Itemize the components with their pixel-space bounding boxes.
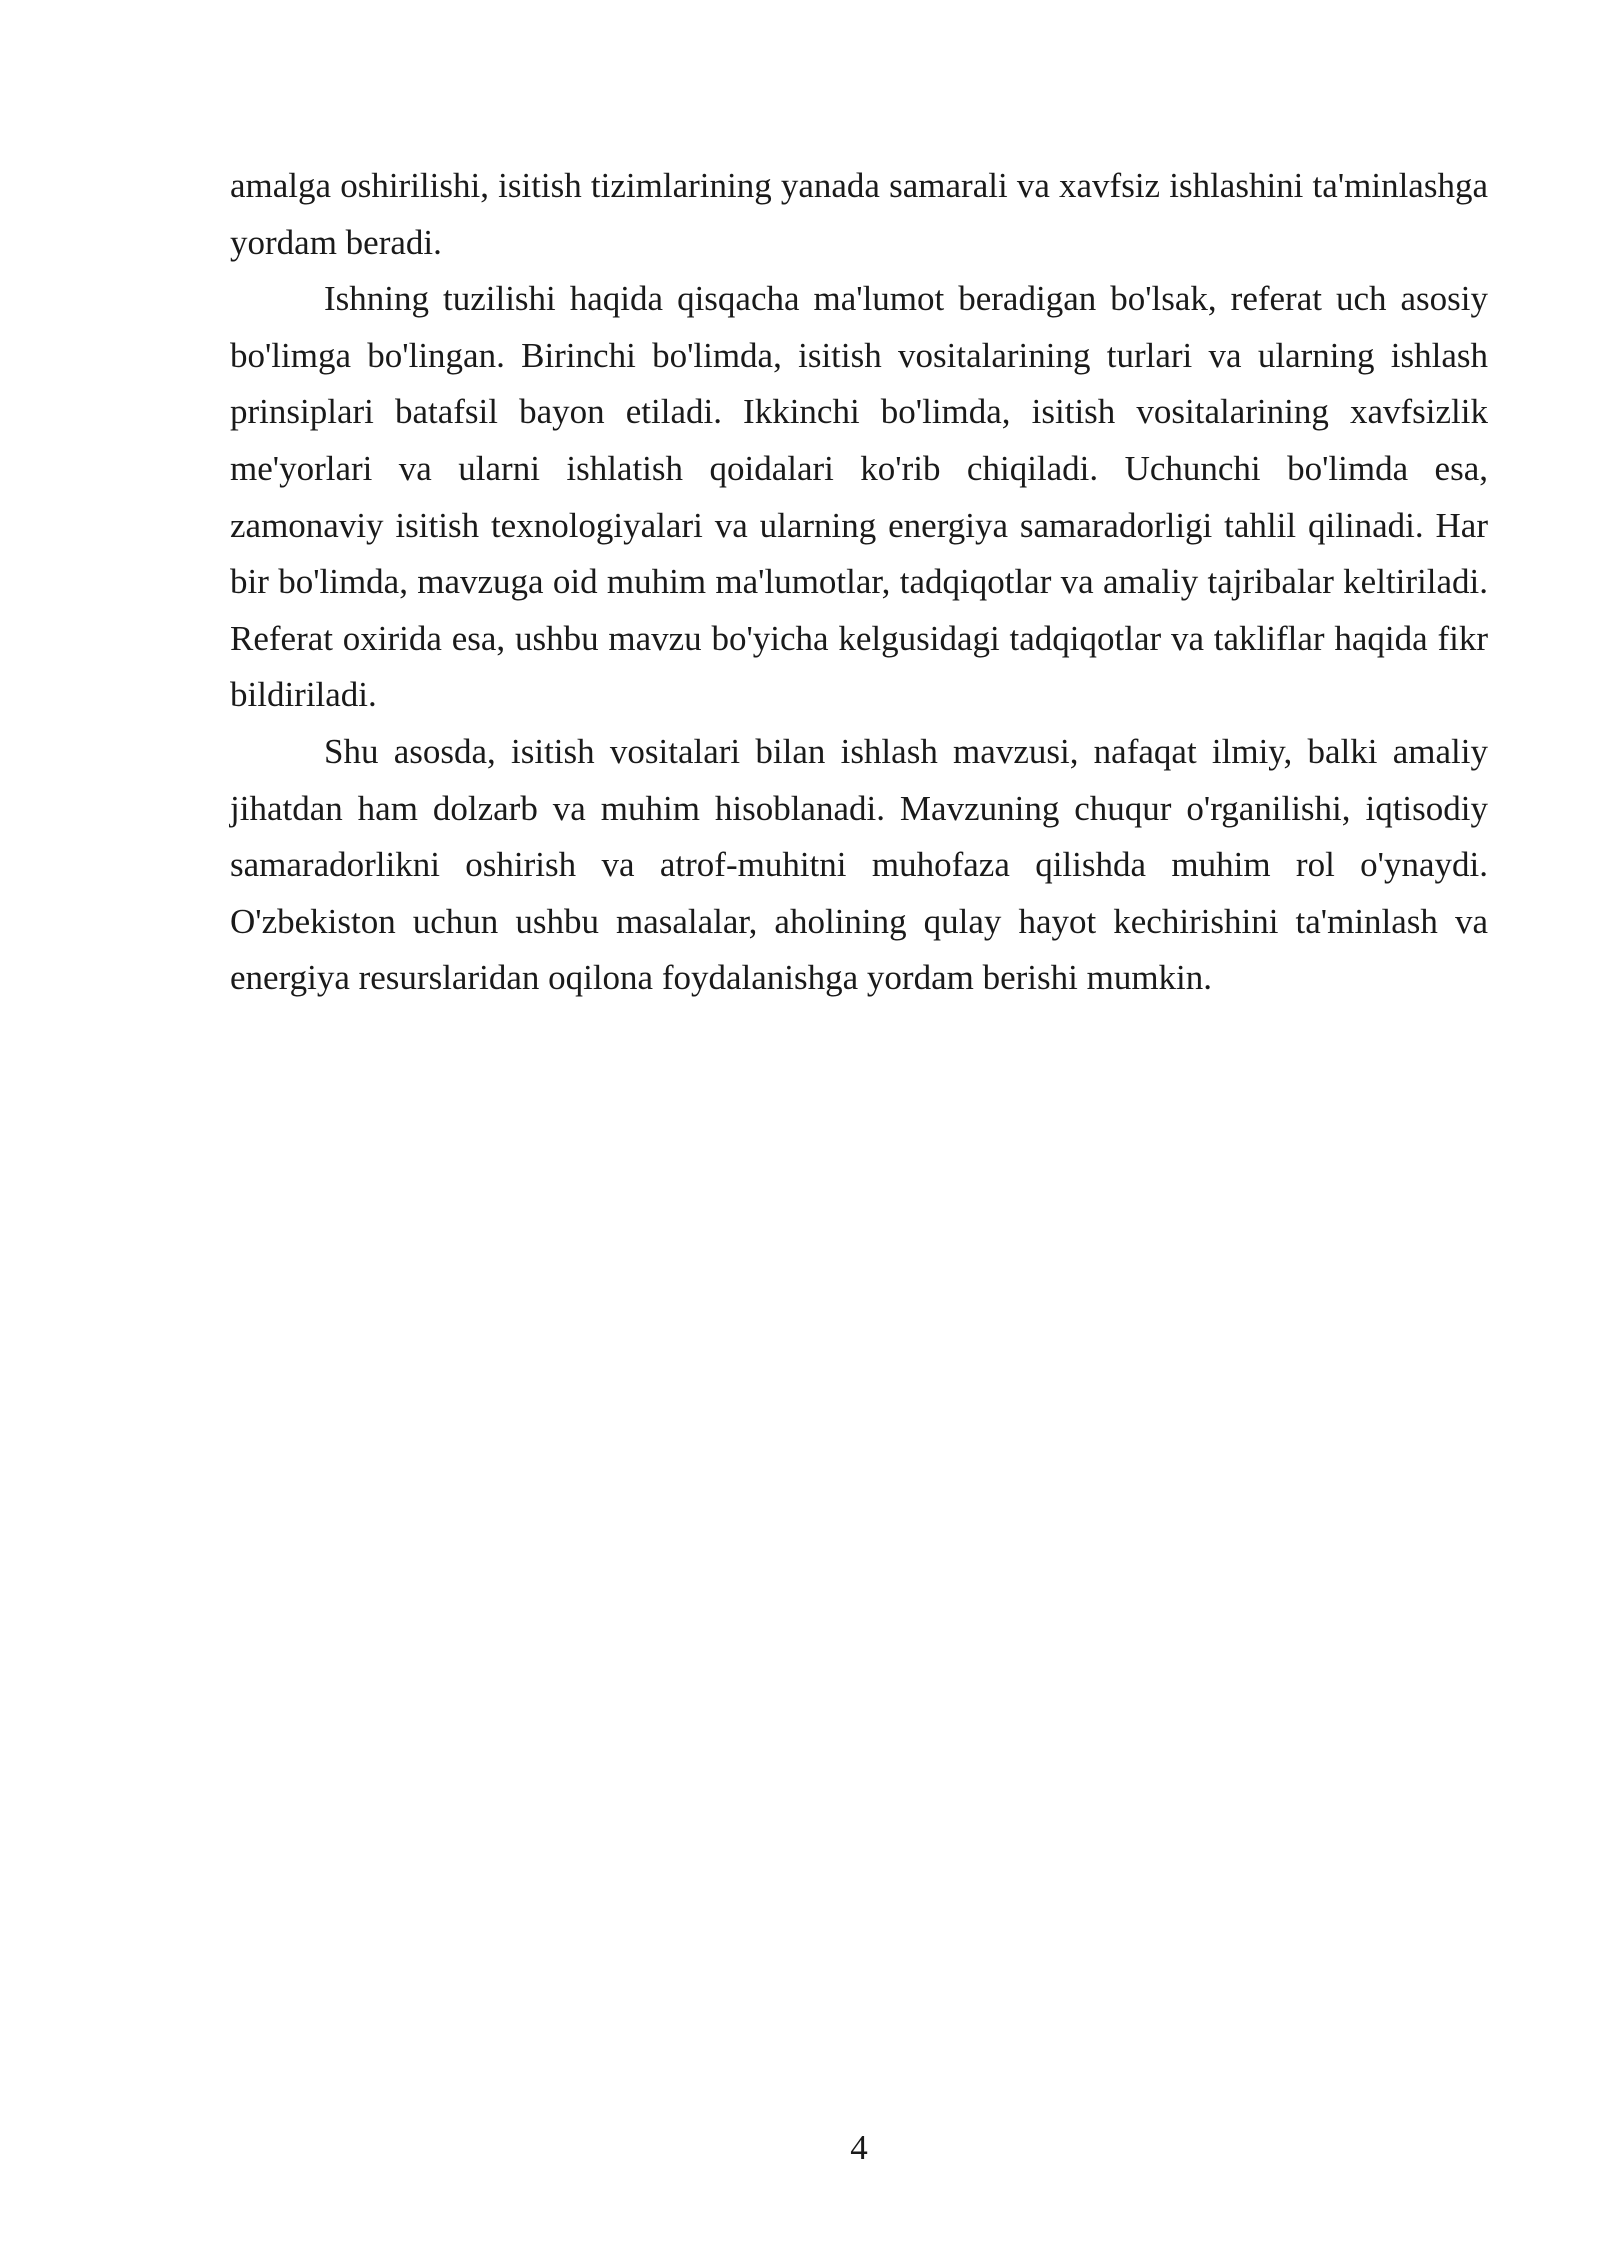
- page-number: 4: [850, 2128, 868, 2167]
- paragraph-continuation: amalga oshirilishi, isitish tizimlarining yanada samarali va xavfsiz ishlashini ta'minlashga yordam beradi.: [230, 166, 1488, 262]
- paragraph-conclusion: Shu asosda, isitish vositalari bilan ishlash mavzusi, nafaqat ilmiy, balki amaliy jihatdan ham dolzarb va muhim hisoblanadi. Mavzuning chuqur o'rganilishi, iqtisodiy samaradorlikni oshirish va atrof-muhitni muhofaza qilishda muhim rol o'ynaydi. O'zbekiston uchun ushbu masalalar, aholining qulay hayot kechirishini ta'minlash va energiya resurslaridan oqilona foydalanishga yordam berishi mumkin.: [230, 731, 1488, 998]
- paragraph-structure-overview: Ishning tuzilishi haqida qisqacha ma'lumot beradigan bo'lsak, referat uch asosiy bo'limga bo'lingan. Birinchi bo'limda, isitish vositalarining turlari va ularning ishlash prinsiplari batafsil bayon etiladi. Ikkinchi bo'limda, isitish vositalarining xavfsizlik me'yorlari va ularni ishlatish qoidalari ko'rib chiqiladi. Uchunchi bo'limda esa, zamonaviy isitish texnologiyalari va ularning energiya samaradorligi tahlil qilinadi. Har bir bo'limda, mavzuga oid muhim ma'lumotlar, tadqiqotlar va amaliy tajribalar keltiriladi. Referat oxirida esa, ushbu mavzu bo'yicha kelgusidagi tadqiqotlar va takliflar haqida fikr bildiriladi.: [230, 279, 1488, 715]
- body-text: [230, 158, 1488, 1007]
